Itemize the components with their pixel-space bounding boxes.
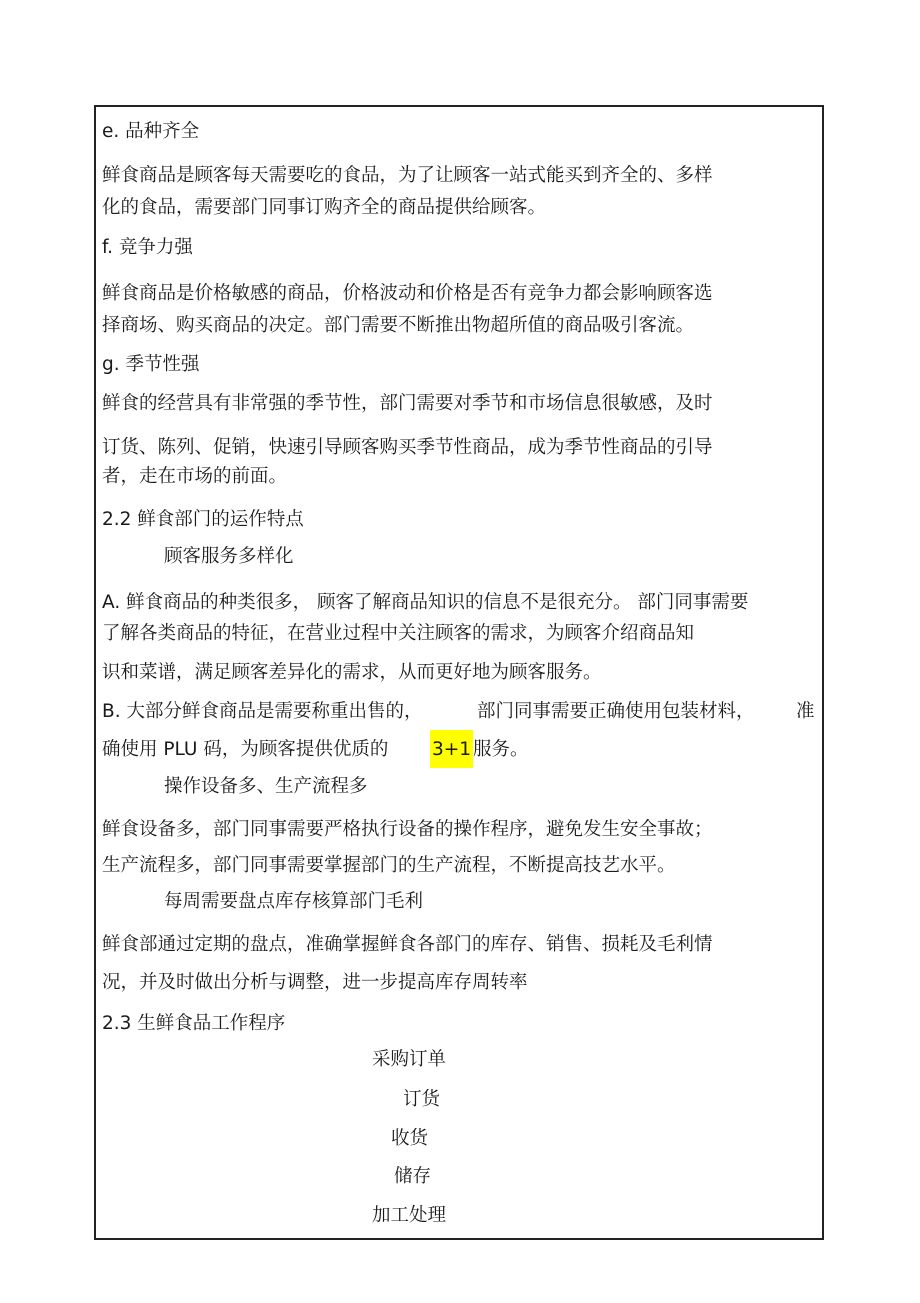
highlighted-3plus1-wrapper: [430, 738, 529, 762]
subheading-weekly-inventory: 每周需要盘点库存核算部门毛利: [164, 891, 424, 912]
workflow-step-receiving: 收货: [391, 1128, 429, 1149]
heading-2-2: 2.2 鲜食部门的运作特点: [102, 509, 304, 530]
paragraph-e-line-2: 化的食品，需要部门同事订购齐全的商品提供给顾客。: [102, 197, 547, 218]
subheading-customer-service: 顾客服务多样化: [164, 546, 294, 567]
workflow-step-purchase-order: 采购订单: [372, 1049, 447, 1070]
heading-2-3: 2.3 生鲜食品工作程序: [102, 1013, 286, 1034]
paragraph-a-line-1: A. 鲜食商品的种类很多， 顾客了解商品知识的信息不是很充分。 部门同事需要: [102, 592, 749, 613]
workflow-step-storage: 储存: [394, 1166, 432, 1187]
heading-e: e. 品种齐全: [102, 121, 200, 142]
paragraph-inventory-line-2: 况，并及时做出分析与调整，进一步提高库存周转率: [102, 972, 528, 993]
paragraph-g-line-3: 者，走在市场的前面。: [102, 466, 288, 487]
paragraph-b-line-2-prefix: 确使用 PLU 码，为顾客提供优质的: [102, 739, 389, 760]
paragraph-a-line-2: 了解各类商品的特征，在营业过程中关注顾客的需求，为顾客介绍商品知: [102, 623, 695, 644]
paragraph-g-line-1: 鲜食的经营具有非常强的季节性，部门需要对季节和市场信息很敏感，及时: [102, 393, 713, 414]
paragraph-a-line-3: 识和菜谱，满足顾客差异化的需求，从而更好地为顾客服务。: [102, 662, 602, 683]
paragraph-e-line-1: 鲜食商品是顾客每天需要吃的食品，为了让顾客一站式能买到齐全的、多样: [102, 165, 713, 186]
paragraph-b-line-1-middle: 部门同事需要正确使用包装材料，: [477, 701, 755, 722]
highlighted-3plus1: 3+1: [430, 730, 473, 768]
subheading-equipment-process: 操作设备多、生产流程多: [164, 776, 368, 797]
paragraph-inventory-line-1: 鲜食部通过定期的盘点，准确掌握鲜食各部门的库存、销售、损耗及毛利情: [102, 934, 713, 955]
paragraph-b-line-1-right: 准: [796, 701, 815, 722]
heading-g: g. 季节性强: [102, 354, 200, 375]
paragraph-equipment-line-1: 鲜食设备多，部门同事需要严格执行设备的操作程序，避免发生安全事故；: [102, 819, 713, 840]
paragraph-b-line-2-suffix: 服务。: [473, 739, 529, 760]
paragraph-b-line-1-left: B. 大部分鲜食商品是需要称重出售的，: [102, 701, 423, 722]
workflow-step-ordering: 订货: [403, 1089, 441, 1110]
paragraph-equipment-line-2: 生产流程多，部门同事需要掌握部门的生产流程，不断提高技艺水平。: [102, 855, 676, 876]
heading-f: f. 竞争力强: [102, 237, 193, 258]
paragraph-f-line-2: 择商场、购买商品的决定。部门需要不断推出物超所值的商品吸引客流。: [102, 315, 695, 336]
paragraph-f-line-1: 鲜食商品是价格敏感的商品，价格波动和价格是否有竞争力都会影响顾客选: [102, 283, 713, 304]
paragraph-g-line-2: 订货、陈列、促销，快速引导顾客购买季节性商品，成为季节性商品的引导: [102, 437, 713, 458]
workflow-step-processing: 加工处理: [372, 1205, 447, 1226]
